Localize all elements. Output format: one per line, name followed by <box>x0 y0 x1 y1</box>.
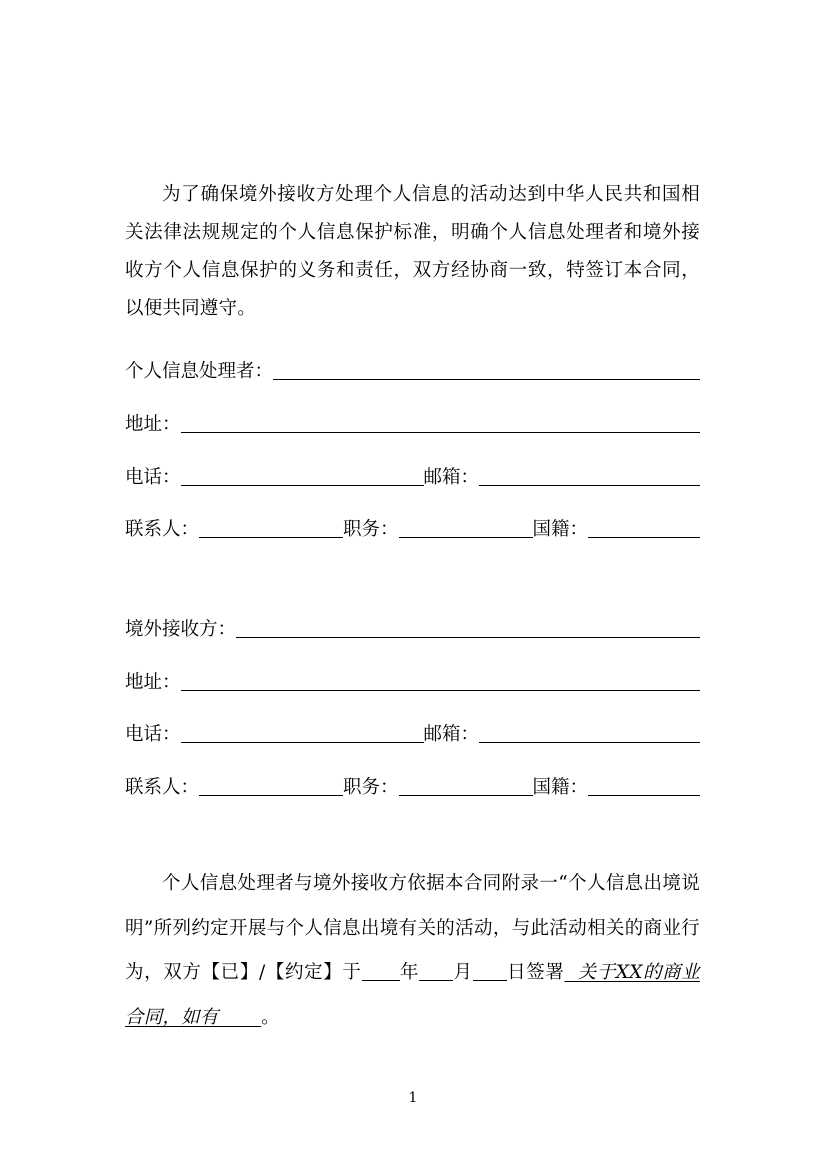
recipient-name-row <box>125 614 700 642</box>
recipient-position-field[interactable] <box>399 776 533 796</box>
processor-phone-email-row <box>125 462 700 490</box>
contract-name-trailing-space <box>219 1007 262 1028</box>
processor-email-field[interactable] <box>479 466 700 486</box>
recipient-address-label: 地址： <box>125 672 181 693</box>
month-blank[interactable] <box>419 962 453 981</box>
processor-phone-field[interactable] <box>181 466 424 486</box>
recipient-phone-field[interactable] <box>181 723 424 743</box>
recipient-address-row <box>125 667 700 695</box>
processor-contact-field[interactable] <box>199 518 343 538</box>
processor-address-field[interactable] <box>181 413 700 433</box>
year-label: 年 <box>399 962 420 983</box>
processor-contact-label: 联系人： <box>125 519 200 540</box>
recipient-name-label: 境外接收方： <box>125 619 237 640</box>
year-blank[interactable] <box>362 962 400 981</box>
closing-text: 个人信息处理者与境外接收方依据本合同附录一“个人信息出境说明”所列约定开展与个人信息出境有关的活动，与此活动相关的商业行为，双方【已】/【约定】于 <box>125 873 700 983</box>
processor-phone-label: 电话： <box>125 467 181 488</box>
recipient-phone-label: 电话： <box>125 724 181 745</box>
processor-address-label: 地址： <box>125 414 181 435</box>
processor-position-field[interactable] <box>399 518 533 538</box>
contract-name-field[interactable]: 关于XX的商业合同，如有 <box>125 962 701 1028</box>
recipient-nationality-label: 国籍： <box>532 777 589 798</box>
recipient-position-label: 职务： <box>343 777 399 798</box>
processor-nationality-label: 国籍： <box>532 519 589 540</box>
recipient-contact-label: 联系人： <box>125 777 200 798</box>
page-number: 1 <box>408 1090 418 1106</box>
processor-contact-row <box>125 514 700 542</box>
recipient-email-label: 邮箱： <box>423 724 480 745</box>
closing-end-punct: 。 <box>261 1006 280 1028</box>
month-label: 月 <box>453 962 473 983</box>
processor-name-field[interactable] <box>273 360 700 380</box>
recipient-email-field[interactable] <box>479 723 700 743</box>
processor-address-row <box>125 409 700 437</box>
recipient-contact-field[interactable] <box>199 776 343 796</box>
processor-name-label: 个人信息处理者： <box>125 361 274 382</box>
day-label: 日签署 <box>506 962 565 983</box>
recipient-contact-row <box>125 772 700 800</box>
recipient-phone-email-row <box>125 719 700 747</box>
contract-name-leading-space <box>565 962 578 983</box>
processor-name-row <box>125 356 700 384</box>
recipient-name-field[interactable] <box>236 618 700 638</box>
recipient-address-field[interactable] <box>181 671 700 691</box>
processor-email-label: 邮箱： <box>423 467 480 488</box>
intro-paragraph: 为了确保境外接收方处理个人信息的活动达到中华人民共和国相关法律法规规定的个人信息保护标准，明确个人信息处理者和境外接收方个人信息保护的义务和责任，双方经协商一致，特签订本合同，以便共同遵守。 <box>125 184 700 319</box>
closing-paragraph <box>125 862 700 1040</box>
processor-nationality-field[interactable] <box>588 518 700 538</box>
processor-position-label: 职务： <box>343 519 399 540</box>
day-blank[interactable] <box>473 962 507 981</box>
recipient-nationality-field[interactable] <box>588 776 700 796</box>
